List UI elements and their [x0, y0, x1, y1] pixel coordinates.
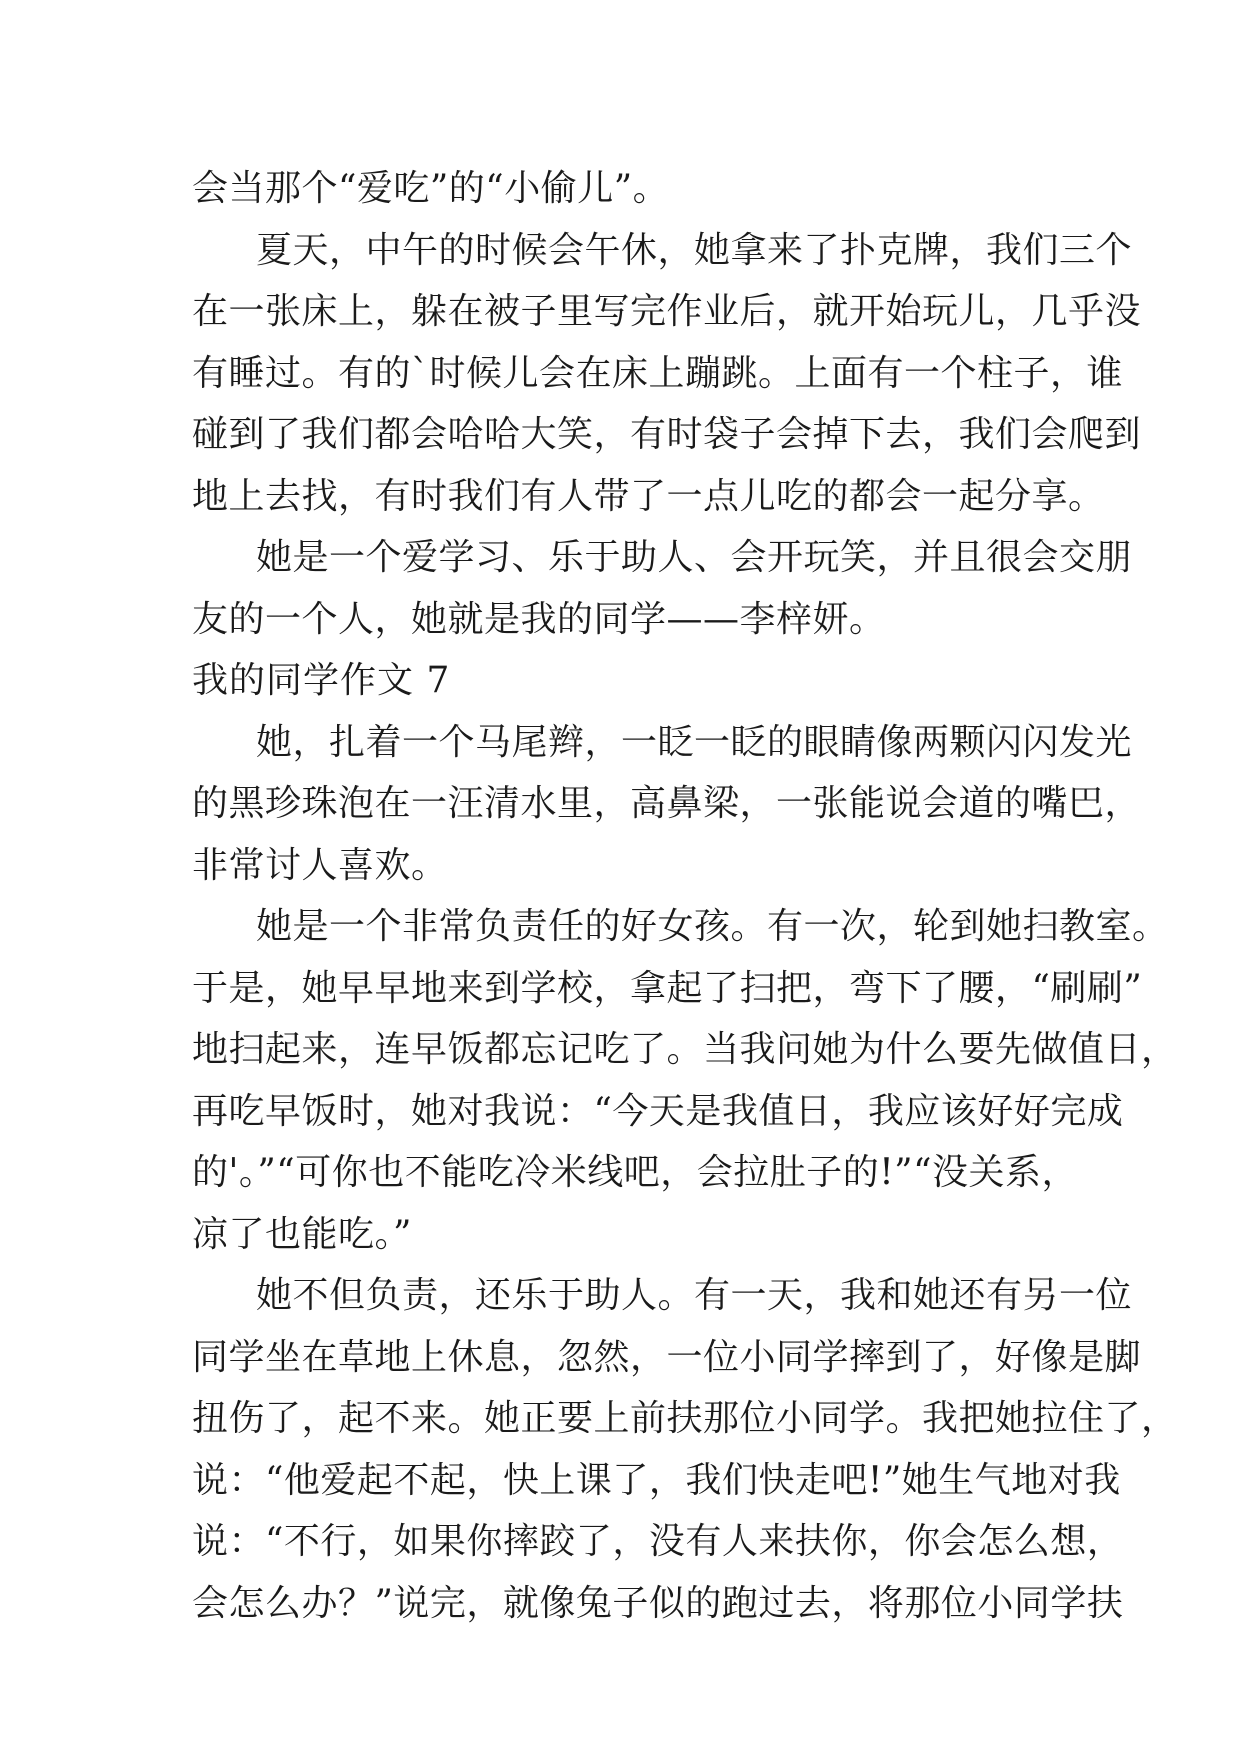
paragraph-first-line: 她是一个非常负责任的好女孩。有一次，轮到她扫教室。	[256, 906, 1169, 947]
text-line: 会当那个“爱吃”的“小偷儿”。	[192, 168, 670, 209]
text-line: 于是，她早早地来到学校，拿起了扫把，弯下了腰，“刷刷”	[192, 967, 1143, 1009]
paragraph-first-line: 她，扎着一个马尾辫，一眨一眨的眼睛像两颗闪闪发光	[256, 721, 1133, 763]
paragraph-first-line: 她不但负责，还乐于助人。有一天，我和她还有另一位	[256, 1275, 1133, 1316]
text-line: 说：“不行，如果你摔跤了，没有人来扶你，你会怎么想，	[192, 1521, 1124, 1562]
text-line: 友的一个人，她就是我的同学——李梓妍。	[192, 598, 886, 640]
text-line: 同学坐在草地上休息，忽然，一位小同学摔到了，好像是脚	[192, 1336, 1142, 1378]
text-line: 说：“他爱起不起，快上课了，我们快走吧!”她生气地对我	[192, 1459, 1121, 1501]
text-line: 扭伤了，起不来。她正要上前扶那位小同学。我把她拉住了，	[192, 1398, 1178, 1439]
section-heading: 我的同学作文 7	[192, 660, 451, 701]
text-line: 的黑珍珠泡在一汪清水里，高鼻梁，一张能说会道的嘴巴，	[192, 783, 1142, 824]
text-line: 再吃早饭时，她对我说：“今天是我值日，我应该好好完成	[192, 1090, 1124, 1132]
text-line: 碰到了我们都会哈哈大笑，有时袋子会掉下去，我们会爬到	[192, 414, 1142, 455]
text-line: 凉了也能吃。”	[192, 1213, 412, 1255]
paragraph-first-line: 夏天，中午的时候会午休，她拿来了扑克牌，我们三个	[256, 229, 1133, 271]
text-line: 地上去找，有时我们有人带了一点儿吃的都会一起分享。	[192, 475, 1105, 517]
text-line: 非常讨人喜欢。	[192, 844, 448, 886]
text-line: 在一张床上，躲在被子里写完作业后，就开始玩儿，几乎没	[192, 291, 1142, 332]
text-line: 会怎么办？”说完，就像兔子似的跑过去，将那位小同学扶	[192, 1582, 1124, 1624]
text-line: 有睡过。有的`时候儿会在床上蹦跳。上面有一个柱子，谁	[192, 352, 1124, 394]
text-line: 的'。”“可你也不能吃冷米线吧，会拉肚子的!”“没关系，	[192, 1152, 1078, 1193]
paragraph-first-line: 她是一个爱学习、乐于助人、会开玩笑，并且很会交朋	[256, 537, 1133, 578]
essay-body	[192, 158, 1178, 1634]
text-line: 地扫起来，连早饭都忘记吃了。当我问她为什么要先做值日，	[192, 1029, 1178, 1070]
